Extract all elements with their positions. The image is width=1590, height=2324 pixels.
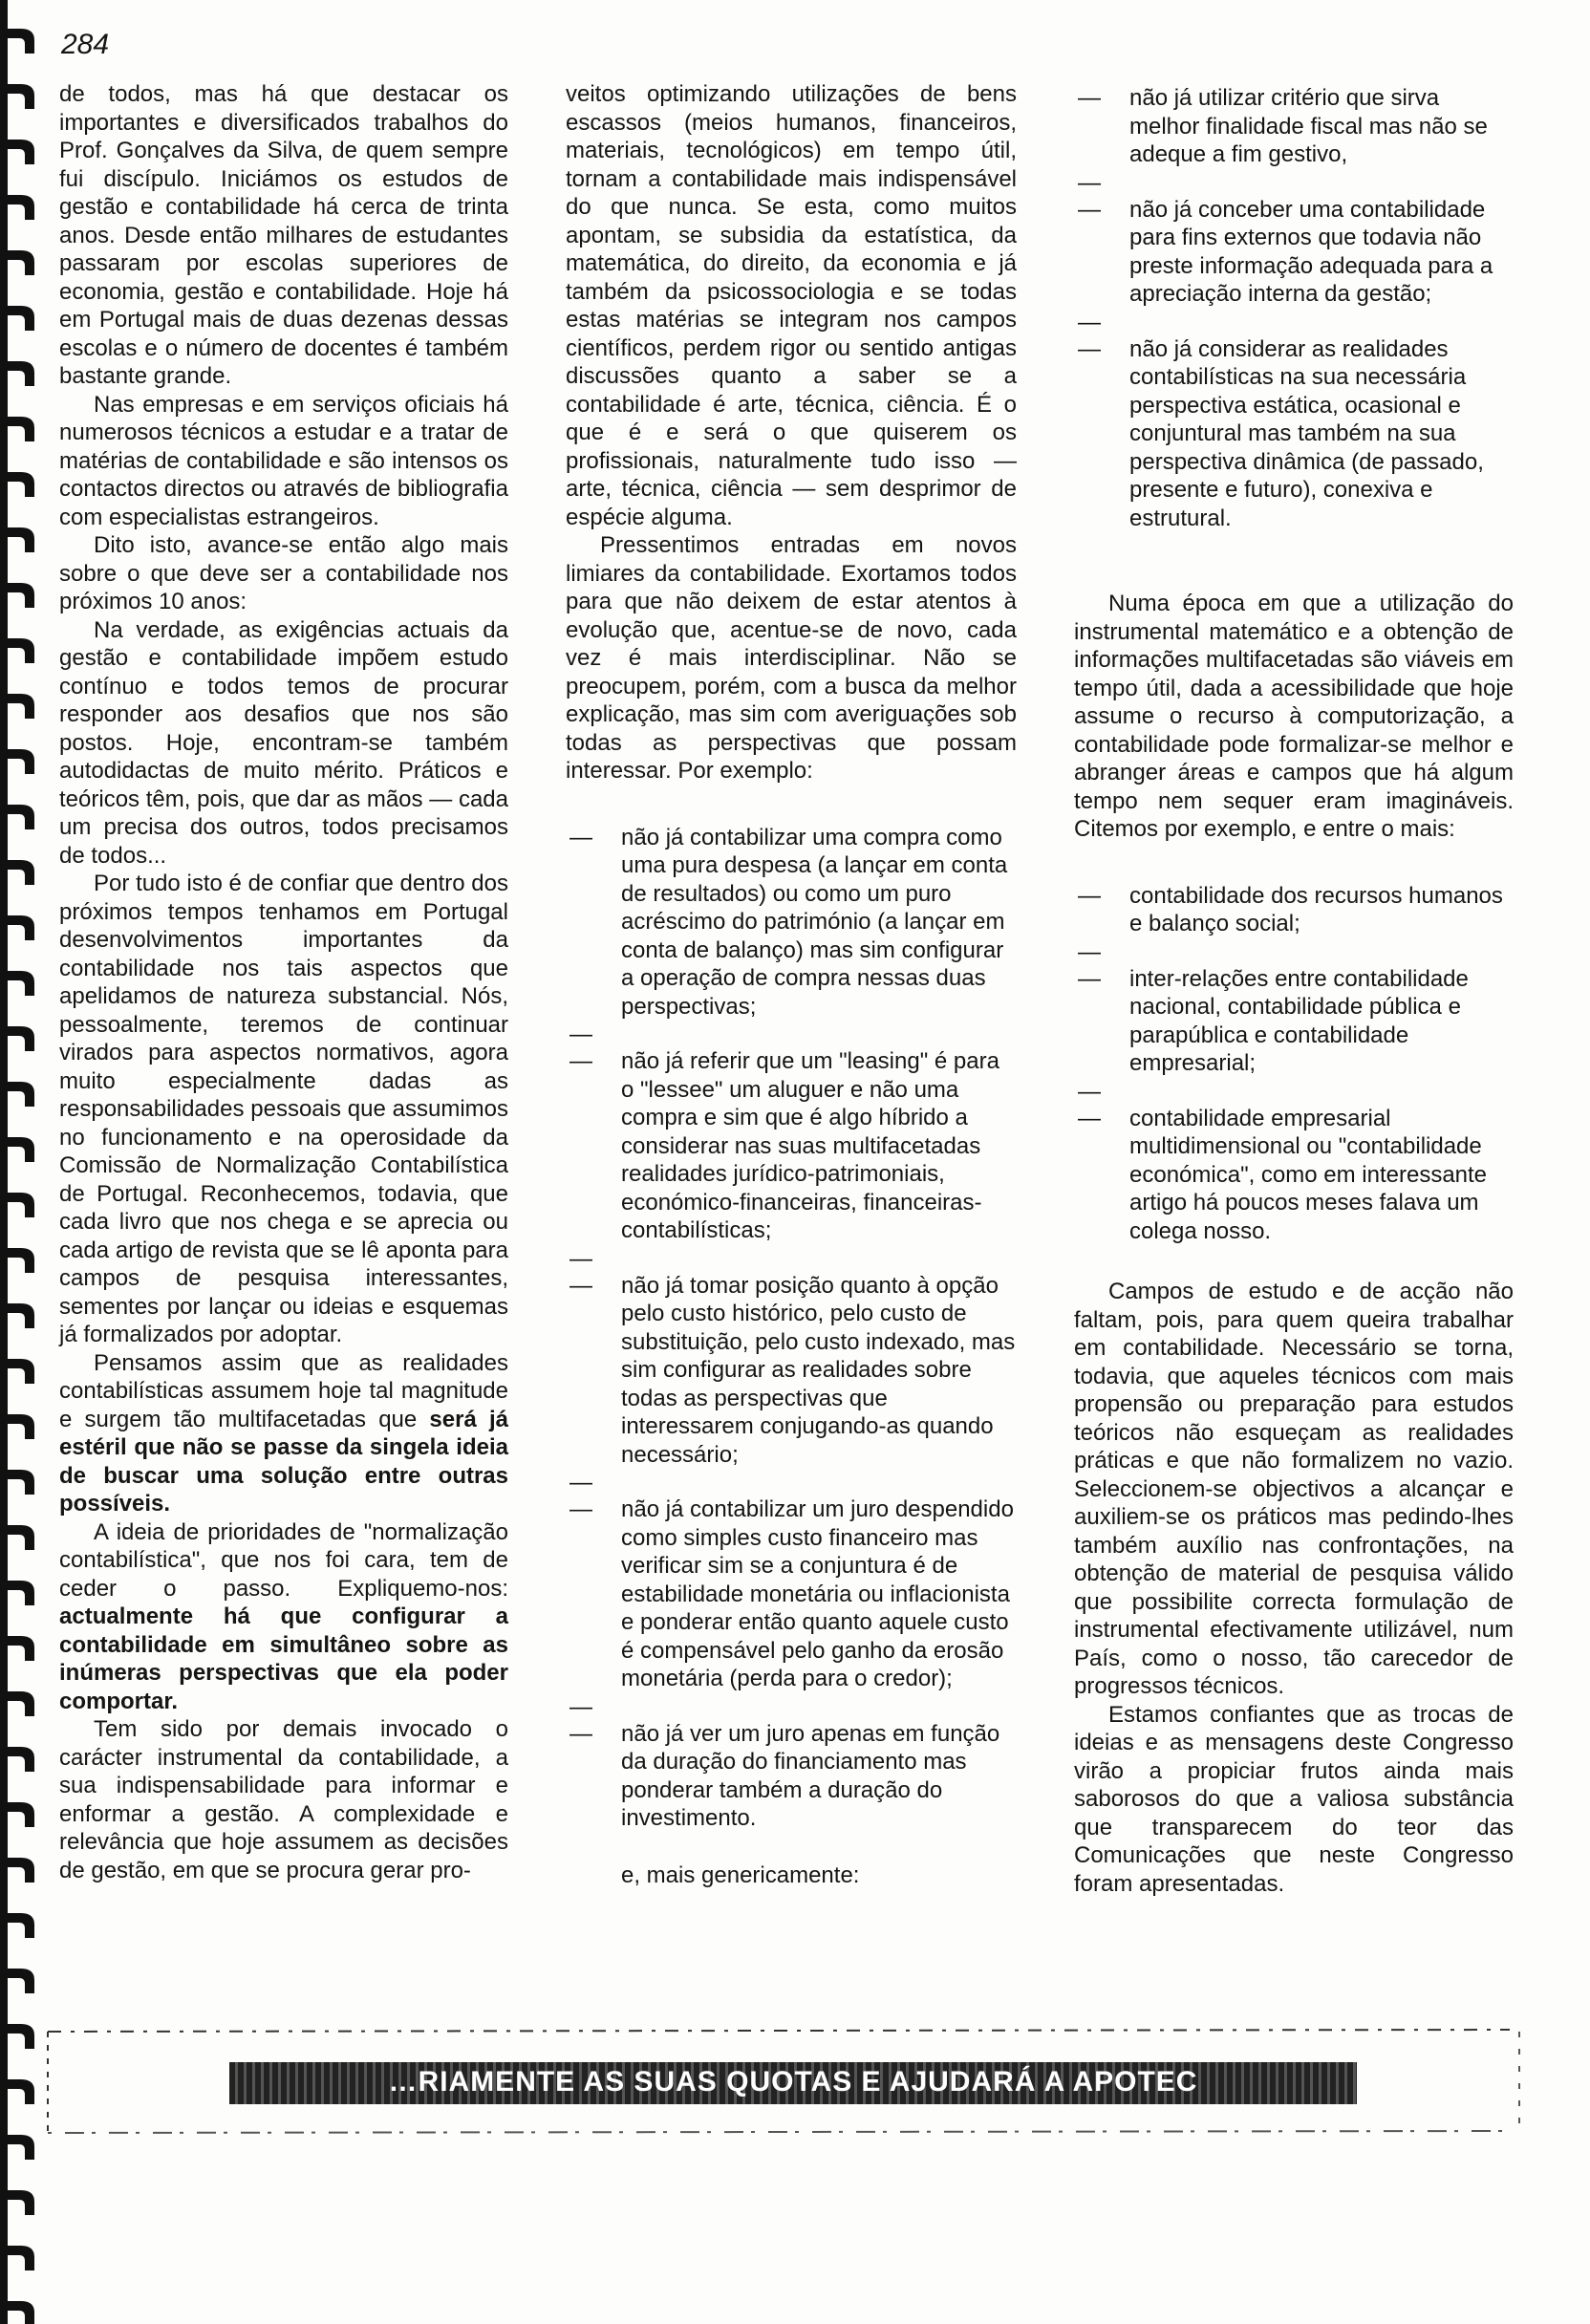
list-spacer	[566, 1245, 1017, 1272]
column-3	[1074, 84, 1514, 1898]
list-item: — não já contabilizar uma compra como uma pura despesa (a lançar em conta de resultados) ou como um puro acréscimo do património (a lançar em conta de balanço) mas sim configurar a operação de compra nessas duas perspectivas;	[566, 824, 1017, 1022]
list-item: — não já tomar posição quanto à opção pelo custo histórico, pelo custo de substituição, pelo custo indexado, mas sim configurar as realidades sobre todas as perspectivas que interessarem conjugando-as quando necessário;	[566, 1272, 1017, 1470]
paragraph: Numa época em que a utilização do instrumental matemático e a obtenção de informações multifacetadas são viáveis em tempo útil, dada a acessibilidade que hoje assume o recurso à computorização, a contabilidade pode formalizar-se melhor e abranger áreas e campos que há algum tempo nem sequer eram imagináveis. Citemos por exemplo, e entre o mais:	[1074, 591, 1514, 842]
paragraph: Tem sido por demais invocado o carácter instrumental da contabilidade, a sua indispensabilidade para informar e enformar a gestão. A complexidade e relevância que hoje assumem as decisões de gestão, em que se procura gerar pro-	[59, 1716, 508, 1883]
example-list	[566, 824, 1017, 1833]
list-item: — não já contabilizar um juro despendido como simples custo financeiro mas verificar sim se a conjuntura é de estabilidade monetária ou inflacionista e ponderar então quanto aquele custo é compensável pelo ganho da erosão monetária (perda para o credor);	[566, 1496, 1017, 1693]
list-item: — não já conceber uma contabilidade para fins externos que todavia não preste informação adequada para a apreciação interna da gestão;	[1074, 196, 1514, 309]
list-spacer	[1074, 1078, 1514, 1105]
paragraph: Dito isto, avance-se então algo mais sobre o que deve ser a contabilidade nos próximos 10 anos:	[59, 532, 508, 614]
paragraph-text: A ideia de prioridades de "normalização contabilística", que nos foi cara, tem de ceder o passo. Expliquemo-nos:	[59, 1518, 508, 1602]
list-spacer	[1074, 169, 1514, 196]
paragraph: Nas empresas e em serviços oficiais há numerosos técnicos a estudar e a tratar de matérias de contabilidade e são intensos os contactos directos ou através de bibliografia com especialistas estrangeiros.	[59, 391, 508, 530]
list-item: — não já utilizar critério que sirva melhor finalidade fiscal mas não se adeque a fim gestivo,	[1074, 84, 1514, 169]
example-list-continued	[1074, 84, 1514, 532]
paragraph: Campos de estudo e de acção não faltam, pois, para quem queira trabalhar em contabilidade. Necessário se torna, todavia, que aqueles técnicos com mais propensão ou preparação para estudos teóricos não esqueçam as realidades práticas e que não formalizem no vazio. Seleccionem-se objectivos a alcançar e auxiliem-se os práticos mas pedindo-lhes também auxílio nas confrontações, na obtenção de material de pesquisa válido que possibilite correcta formulação de instrumental efectivamente utilizável, num País, como o nosso, tão carecedor de progressos técnicos.	[1074, 1279, 1514, 1699]
list-spacer	[1074, 309, 1514, 335]
page-number: 284	[61, 29, 110, 60]
list-item: — contabilidade dos recursos humanos e balanço social;	[1074, 882, 1514, 938]
paragraph-text: Pensamos assim que as realidades contabilísticas assumem hoje tal magnitude e surgem tão multifacetadas que	[59, 1349, 508, 1432]
paragraph	[59, 1518, 508, 1716]
paragraph	[59, 1349, 508, 1518]
list-item: — não já considerar as realidades contabilísticas na sua necessária perspectiva estática, ocasional e conjuntural mas também na sua perspectiva dinâmica (de passado, presente e futuro), conexiva e estrutural.	[1074, 335, 1514, 533]
paragraph: de todos, mas há que destacar os importantes e diversificados trabalhos do Prof. Gonçalves da Silva, de quem sempre fui discípulo. Iniciámos os estudos de gestão e contabilidade há cerca de trinta anos. Desde então milhares de estudantes passaram por escolas superiores de economia, gestão e contabilidade. Hoje há em Portugal mais de duas dezenas dessas escolas e o número de docentes é também bastante grande.	[59, 81, 508, 389]
list-spacer	[566, 1693, 1017, 1720]
paragraph: Estamos confiantes que as trocas de ideias e as mensagens deste Congresso virão a propiciar frutos ainda mais saborosos do que a valiosa substância que transparecem do teor das Comunicações que neste Congresso foram apresentadas.	[1074, 1701, 1514, 1897]
paragraph: Por tudo isto é de confiar que dentro dos próximos tempos tenhamos em Portugal desenvolvimentos importantes da contabilidade nos tais aspectos que apelidamos de natureza substancial. Nós, pessoalmente, teremos de continuar virados para aspectos normativos, agora muito especialmente dadas as responsabilidades pessoais que assumimos no funcionamento e na operosidade da Comissão de Normalização Contabilística de Portugal. Reconhecemos, todavia, que cada livro que nos chega e se aprecia ou cada artigo de revista que se lê aponta para campos de pesquisa interessantes, sementes por lançar ou ideias e esquemas já formalizados por adoptar.	[59, 871, 508, 1347]
column-2	[566, 80, 1017, 1889]
areas-list	[1074, 882, 1514, 1246]
spiral-binding	[0, 0, 59, 2324]
list-spacer	[566, 1469, 1017, 1496]
list-item: — não já ver um juro apenas em função da duração do financiamento mas ponderar também a duração do investimento.	[566, 1720, 1017, 1833]
list-item: — contabilidade empresarial multidimensional ou "contabilidade económica", como em interessante artigo há poucos meses falava um colega nosso.	[1074, 1105, 1514, 1246]
emphasis-text: actualmente há que configurar a contabilidade em simultâneo sobre as inúmeras perspectivas que ela poder comportar.	[59, 1603, 508, 1714]
banner-text: …RIAMENTE AS SUAS QUOTAS E AJUDARÁ A APOTEC	[229, 2062, 1357, 2104]
list-item: — não já referir que um "leasing" é para o "lessee" um aluguer e não uma compra e sim que é algo híbrido a considerar nas suas multifacetadas realidades jurídico-patrimoniais, económico-financeiras, financeiras-contabilísticas;	[566, 1047, 1017, 1245]
emphasis-text: será já estéril que não se passe da singela ideia de buscar uma solução entre outras possíveis.	[59, 1406, 508, 1517]
list-item: — inter-relações entre contabilidade nacional, contabilidade pública e parapública e contabilidade empresarial;	[1074, 965, 1514, 1078]
list-spacer	[566, 1021, 1017, 1047]
column-1	[59, 80, 508, 1884]
paragraph: veitos optimizando utilizações de bens escassos (meios humanos, financeiros, materiais, tecnológicos) em tempo útil, tornam a contabilidade mais indispensável do que nunca. Se esta, como muitos apontam, se subsidia da estatística, da matemática, do direito, da economia e já também da psicossociologia e se todas estas matérias se integram nos campos científicos, perdem rigor ou sentido antigas discussões quanto a saber se a contabilidade é arte, técnica, ciência. É o que é e será o que quiserem os profissionais, naturalmente tudo isso — arte, técnica, ciência — sem desprimor de espécie alguma.	[566, 81, 1017, 530]
paragraph: Na verdade, as exigências actuais da gestão e contabilidade impõem estudo contínuo e todos temos de procurar responder aos desafios que nos são postos. Hoje, encontram-se também autodidactas de muito mérito. Práticos e teóricos têm, pois, que dar as mãos — cada um precisa dos outros, todos precisamos de todos...	[59, 616, 508, 869]
list-spacer	[1074, 938, 1514, 965]
paragraph: e, mais genericamente:	[621, 1861, 860, 1888]
paragraph: Pressentimos entradas em novos limiares da contabilidade. Exortamos todos para que não deixem de estar atentos à evolução que, acentue-se de novo, cada vez é mais interdisciplinar. Não se preocupem, porém, com a busca da melhor explicação, mas sim com averiguações sob todas as perspectivas que possam interessar. Por exemplo:	[566, 532, 1017, 784]
